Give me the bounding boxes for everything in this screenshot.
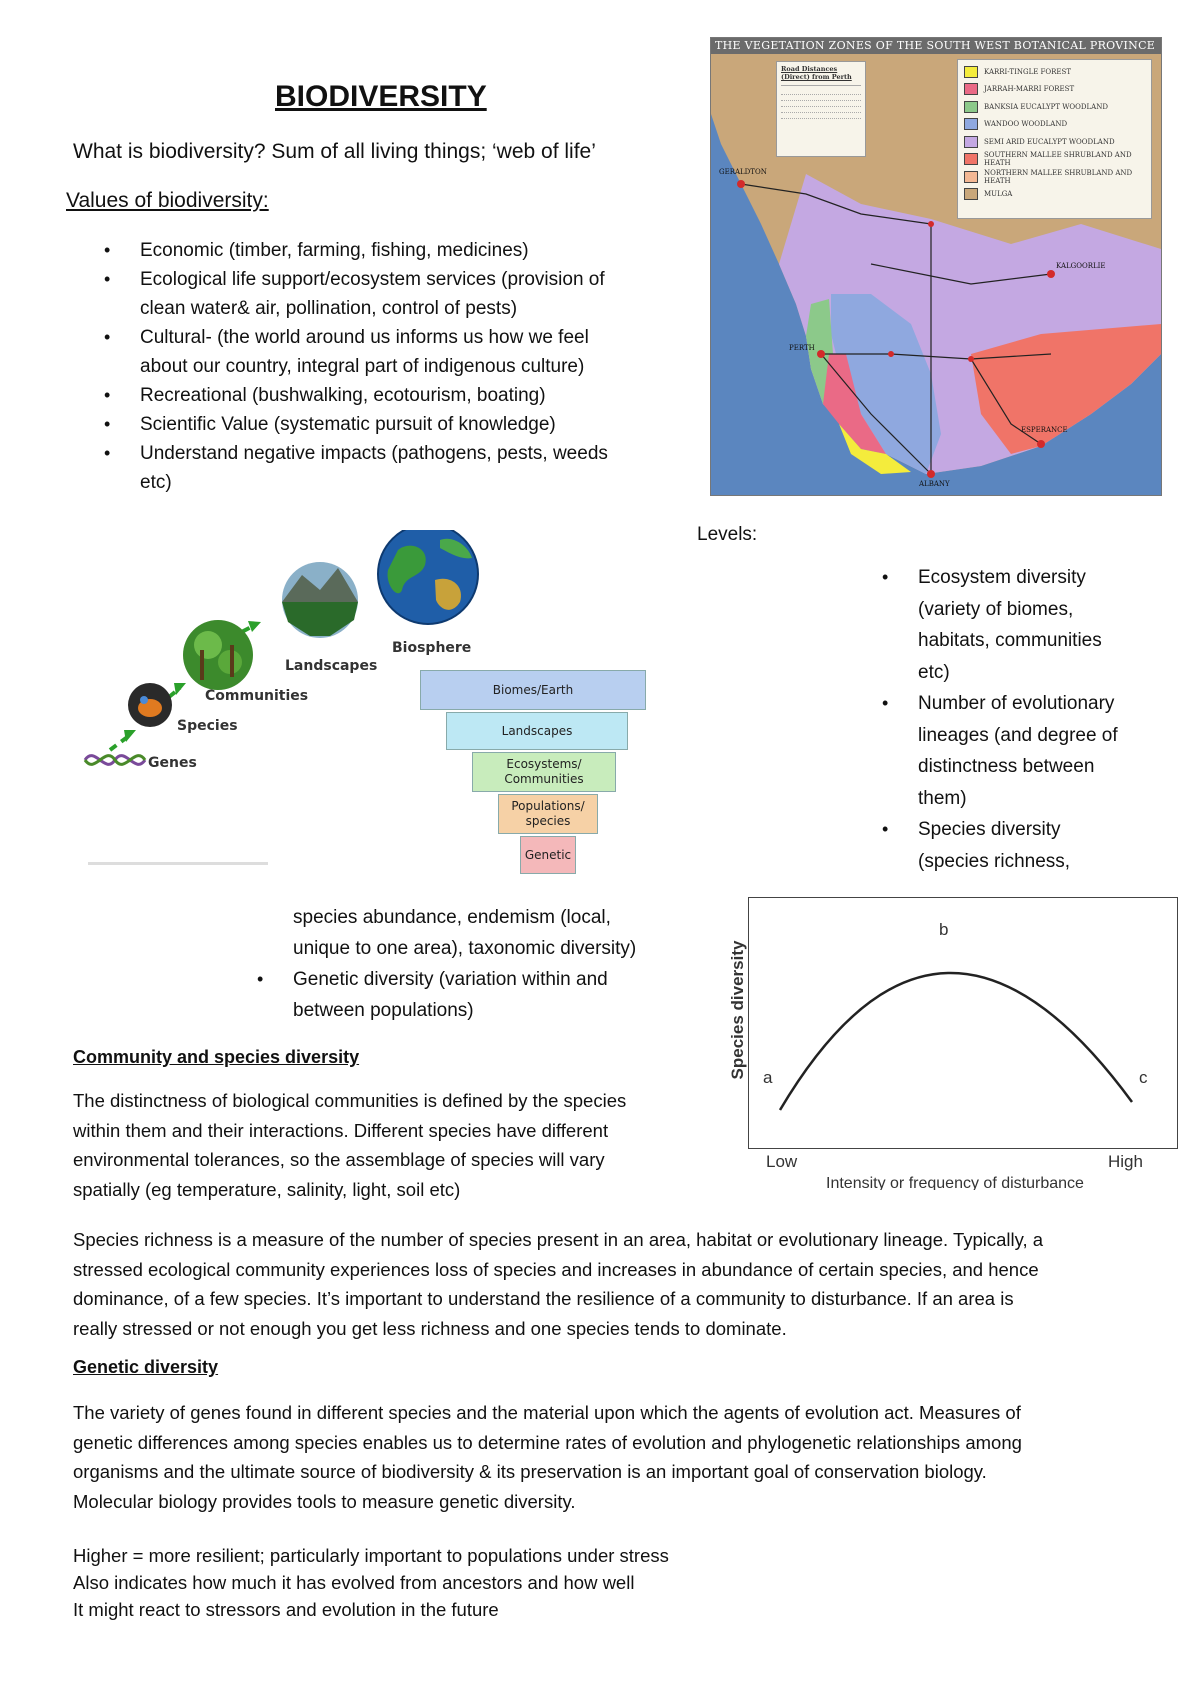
vegetation-map bbox=[710, 37, 1162, 496]
label-species: Species bbox=[177, 718, 238, 734]
legend-item: MULGA bbox=[958, 186, 1151, 204]
x-low-label: Low bbox=[766, 1152, 798, 1171]
point-b: b bbox=[939, 920, 949, 939]
place-label: ALBANY bbox=[919, 480, 950, 488]
genetic-level-list bbox=[293, 964, 693, 1026]
map-legend bbox=[957, 59, 1152, 219]
diversity-curve bbox=[780, 973, 1132, 1110]
level-item: • Number of evolutionary lineages (and degree of distinctness between them) bbox=[918, 688, 1188, 814]
value-item: • Cultural- (the world around us informs us how we feel about our country, integral part of indigenous culture) bbox=[140, 323, 660, 381]
disturbance-graph bbox=[700, 890, 1180, 1190]
richness-paragraph: Species richness is a measure of the number of species present in an area, habitat or evolutionary lineage. Typically, a stressed ecological community experiences loss of species and increases in abundance of certain species, and hence dominance, of a few species. It’s important to understand the resilience of a community to disturbance. If an area is really stressed or not enough you get less richness and one species tends to dominate. bbox=[73, 1229, 1044, 1339]
legend-item: WANDOO WOODLAND bbox=[958, 116, 1151, 134]
landscape-icon bbox=[282, 562, 358, 638]
legend-item: BANKSIA EUCALYPT WOODLAND bbox=[958, 98, 1151, 116]
legend-item: SEMI ARID EUCALYPT WOODLAND bbox=[958, 133, 1151, 151]
legend-swatch bbox=[964, 188, 978, 200]
legend-swatch bbox=[964, 171, 978, 183]
level-item: • Ecosystem diversity (variety of biomes, habitats, communities etc) bbox=[918, 562, 1188, 688]
legend-item: JARRAH-MARRI FOREST bbox=[958, 81, 1151, 99]
distances-title: Road Distances (Direct) from Perth bbox=[781, 65, 852, 81]
label-landscapes: Landscapes bbox=[285, 658, 378, 674]
y-axis-label: Species diversity bbox=[728, 940, 747, 1080]
community-heading: Community and species diversity bbox=[73, 1047, 360, 1067]
pyramid-level-4: Populations/ species bbox=[498, 794, 598, 834]
page-title: BIODIVERSITY bbox=[275, 80, 487, 113]
map-title: THE VEGETATION ZONES OF THE SOUTH WEST BOTANICAL PROVINCE bbox=[711, 38, 1161, 54]
label-biosphere: Biosphere bbox=[392, 640, 472, 656]
label-communities: Communities bbox=[205, 688, 309, 704]
legend-swatch bbox=[964, 83, 978, 95]
legend-item: KARRI-TINGLE FOREST bbox=[958, 63, 1151, 81]
credit-line bbox=[88, 862, 268, 865]
point-c: c bbox=[1139, 1068, 1148, 1087]
values-list bbox=[140, 236, 660, 497]
pyramid-level-2: Landscapes bbox=[446, 712, 628, 750]
pyramid-level-1: Biomes/Earth bbox=[420, 670, 646, 710]
x-high-label: High bbox=[1108, 1152, 1143, 1171]
value-item: • Scientific Value (systematic pursuit of knowledge) bbox=[140, 410, 660, 439]
intro-text: What is biodiversity? Sum of all living things; ‘web of life’ bbox=[73, 140, 596, 163]
values-heading: Values of biodiversity: bbox=[66, 189, 269, 212]
legend-swatch bbox=[964, 101, 978, 113]
legend-item: SOUTHERN MALLEE SHRUBLAND AND HEATH bbox=[958, 151, 1151, 169]
bird-icon bbox=[128, 683, 172, 727]
place-label: GERALDTON bbox=[719, 168, 767, 176]
levels-continued: species abundance, endemism (local, unique to one area), taxonomic diversity) bbox=[293, 907, 637, 959]
legend-swatch bbox=[964, 136, 978, 148]
value-item: • Recreational (bushwalking, ecotourism, boating) bbox=[140, 381, 660, 410]
level-item: • Genetic diversity (variation within and between populations) bbox=[293, 964, 693, 1026]
place-label: KALGOORLIE bbox=[1056, 262, 1106, 270]
genetic-paragraph: The variety of genes found in different species and the material upon which the agents of evolution act. Measures of genetic differences among species enables us to determine rates of evolution and phylogenetic relationships among organisms and the ultimate source of biodiversity & its preservation is an important goal of conservation biology. Molecular biology provides tools to measure genetic diversity. bbox=[73, 1402, 1022, 1512]
levels-label: Levels: bbox=[697, 524, 758, 545]
legend-swatch bbox=[964, 118, 978, 130]
final-notes: Higher = more resilient; particularly important to populations under stress Also indicates how much it has evolved from ancestors and how well It might react to stressors and evolution in the future bbox=[73, 1545, 669, 1620]
value-item: • Understand negative impacts (pathogens, pests, weeds etc) bbox=[140, 439, 660, 497]
community-paragraph: The distinctness of biological communities is defined by the species within them and their interactions. Different species have different environmental tolerances, so the assemblage of species will vary spatially (eg temperature, salinity, light, soil etc) bbox=[73, 1090, 627, 1200]
legend-item: NORTHERN MALLEE SHRUBLAND AND HEATH bbox=[958, 168, 1151, 186]
legend-swatch bbox=[964, 66, 978, 78]
label-genes: Genes bbox=[148, 755, 197, 771]
level-item: • Species diversity (species richness, bbox=[918, 814, 1188, 877]
place-label: ESPERANCE bbox=[1021, 426, 1068, 434]
value-item: • Economic (timber, farming, fishing, medicines) bbox=[140, 236, 660, 265]
point-a: a bbox=[763, 1068, 773, 1087]
genetic-heading: Genetic diversity bbox=[73, 1357, 219, 1377]
pyramid-level-5: Genetic bbox=[520, 836, 576, 874]
globe-icon bbox=[378, 530, 478, 624]
forest-icon bbox=[183, 620, 253, 690]
legend-swatch bbox=[964, 153, 978, 165]
pyramid-level-3: Ecosystems/ Communities bbox=[472, 752, 616, 792]
distances-box bbox=[776, 61, 866, 157]
place-label: PERTH bbox=[789, 344, 815, 352]
dna-icon bbox=[85, 756, 145, 765]
levels-list bbox=[918, 562, 1188, 877]
value-item: • Ecological life support/ecosystem services (provision of clean water& air, pollination, control of pests) bbox=[140, 265, 660, 323]
x-axis-label: Intensity or frequency of disturbance bbox=[826, 1175, 1084, 1190]
